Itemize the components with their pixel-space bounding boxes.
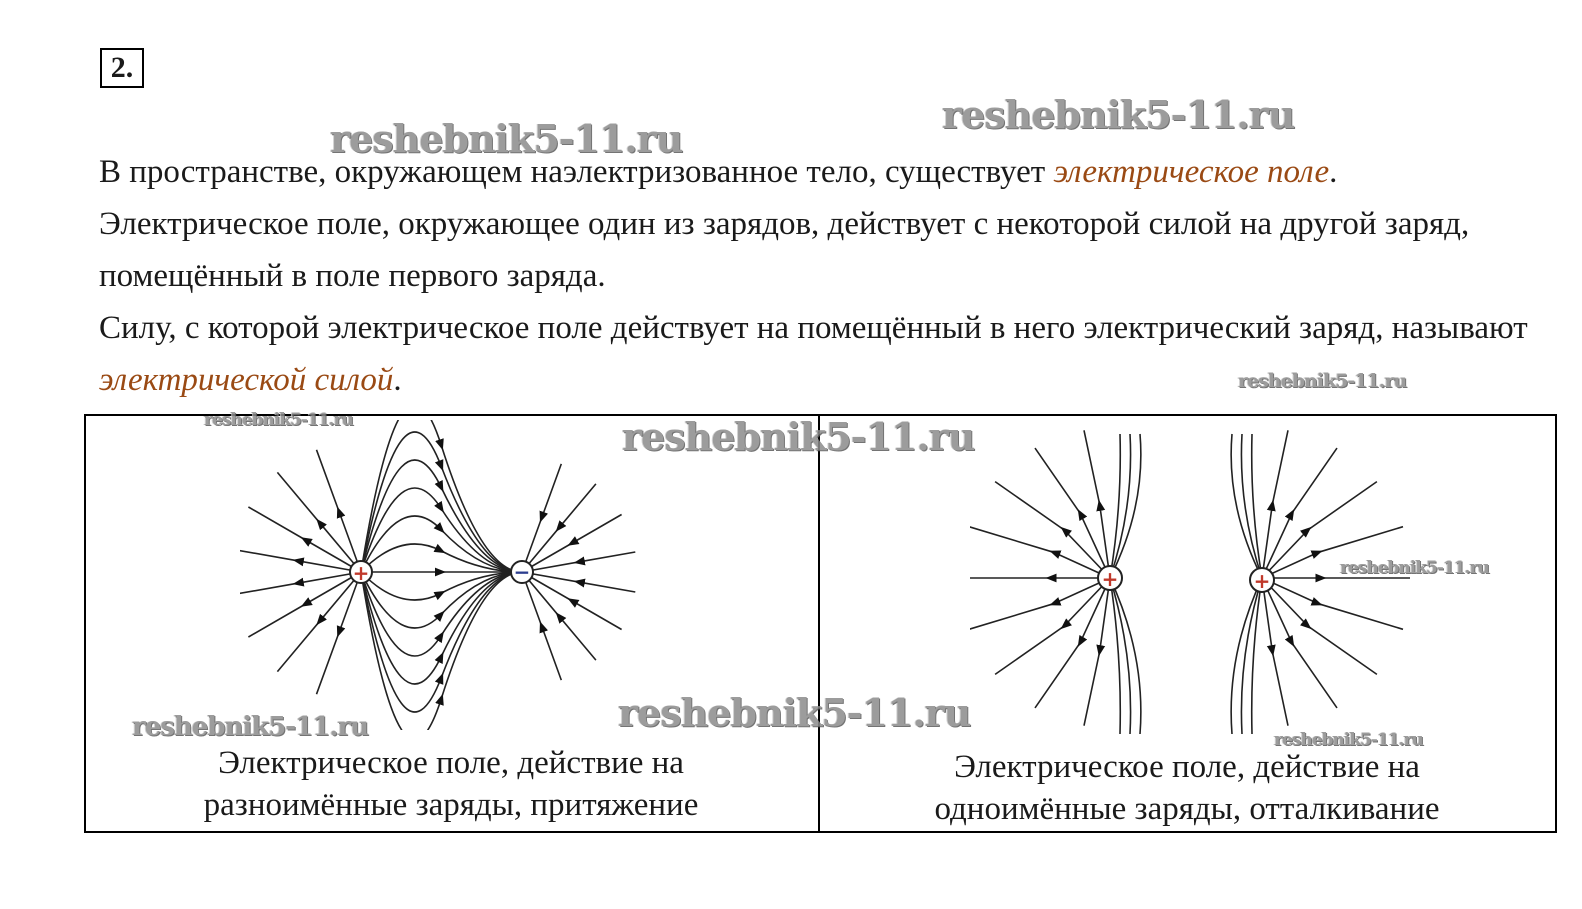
paragraph-text: . Электрическое поле, окружающее один из зарядов, действует с некоторой силой на другой заряд, помещённый в поле первого заряда. bbox=[99, 154, 1470, 294]
left-field-diagram bbox=[240, 420, 640, 730]
field-line bbox=[1252, 434, 1262, 578]
caption-line: Электрическое поле, действие на bbox=[954, 749, 1420, 785]
field-line bbox=[1262, 448, 1337, 578]
caption-line: разноимённые заряды, притяжение bbox=[203, 787, 699, 823]
positive-charge bbox=[1250, 568, 1274, 593]
watermark: reshebnik5-11.ru bbox=[1340, 558, 1489, 578]
field-line bbox=[1262, 527, 1403, 578]
field-line bbox=[1110, 434, 1141, 578]
field-line bbox=[1110, 434, 1120, 578]
paragraph-text: В пространстве, окружающем наэлектризованное тело, существует bbox=[99, 154, 1054, 190]
field-line bbox=[1231, 434, 1262, 578]
field-line bbox=[522, 572, 561, 680]
paragraph-text: . bbox=[393, 362, 402, 398]
field-line bbox=[1262, 482, 1377, 578]
svg-text:+: + bbox=[1101, 567, 1119, 591]
svg-text:+: + bbox=[352, 561, 370, 585]
positive-charge bbox=[1098, 566, 1122, 591]
field-line bbox=[1035, 448, 1110, 578]
field-line bbox=[277, 572, 361, 672]
watermark: reshebnik5-11.ru bbox=[622, 414, 975, 459]
svg-text:+: + bbox=[1253, 569, 1271, 593]
field-line bbox=[522, 464, 561, 572]
paragraph-electric-force bbox=[99, 302, 1539, 406]
watermark: reshebnik5-11.ru bbox=[1238, 370, 1407, 392]
right-field-diagram bbox=[970, 424, 1410, 744]
field-line bbox=[522, 484, 596, 572]
field-line bbox=[1262, 578, 1403, 629]
watermark: reshebnik5-11.ru bbox=[204, 410, 353, 430]
watermark: reshebnik5-11.ru bbox=[330, 116, 683, 161]
negative-charge bbox=[511, 560, 533, 584]
field-line bbox=[317, 450, 362, 572]
paragraph-text: Силу, с которой электрическое поле действует на помещённый в него электрический заряд, называют bbox=[99, 310, 1528, 346]
svg-text:−: − bbox=[513, 560, 531, 584]
term-electric-force: электрической силой bbox=[99, 362, 394, 398]
field-line bbox=[1262, 578, 1337, 708]
field-line bbox=[522, 572, 596, 660]
watermark: reshebnik5-11.ru bbox=[618, 690, 971, 735]
field-line bbox=[1110, 578, 1120, 734]
positive-charge bbox=[350, 561, 372, 585]
watermark: reshebnik5-11.ru bbox=[132, 712, 369, 742]
term-electric-field: электрическое поле bbox=[1053, 154, 1330, 190]
field-line bbox=[1231, 578, 1262, 734]
field-line bbox=[1252, 578, 1262, 734]
field-line bbox=[1110, 578, 1141, 734]
paragraph-electric-field bbox=[99, 146, 1539, 302]
field-line bbox=[995, 578, 1110, 674]
field-line bbox=[995, 482, 1110, 578]
task-number: 2. bbox=[100, 48, 144, 88]
field-line bbox=[277, 472, 361, 572]
right-figure-caption bbox=[822, 746, 1552, 830]
caption-line: Электрическое поле, действие на bbox=[218, 745, 684, 781]
field-line bbox=[317, 572, 362, 694]
caption-line: одноимённые заряды, отталкивание bbox=[934, 791, 1440, 827]
left-figure-caption bbox=[86, 742, 816, 826]
field-line bbox=[1262, 578, 1377, 674]
watermark: reshebnik5-11.ru bbox=[1274, 730, 1423, 750]
field-line bbox=[1035, 578, 1110, 708]
watermark: reshebnik5-11.ru bbox=[942, 92, 1295, 137]
figure-divider bbox=[818, 414, 820, 833]
